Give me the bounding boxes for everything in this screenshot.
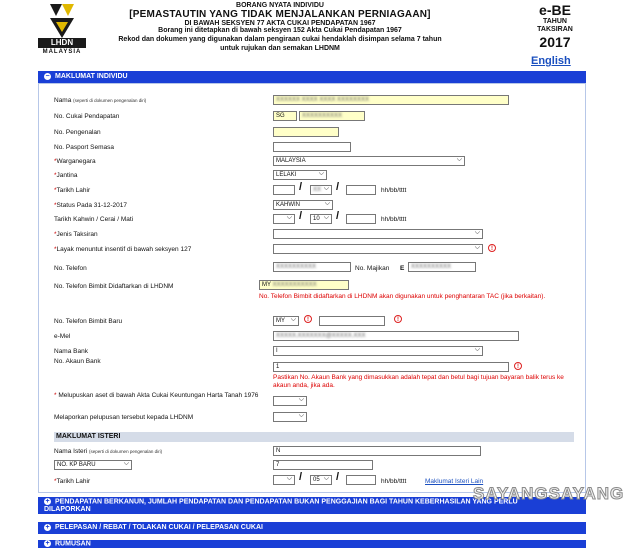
taksiran-label: TAKSIRAN	[537, 26, 573, 33]
tarikh-lahir-isteri-label: *Tarikh Lahir	[54, 478, 91, 485]
date-separator: /	[336, 181, 340, 193]
no-akaun-label: No. Akaun Bank	[54, 358, 101, 365]
tarikh-kahwin-day-select[interactable]	[273, 214, 295, 224]
warganegara-select[interactable]: MALAYSIA ⌵	[273, 156, 465, 166]
no-cukai-input[interactable]: XXXXXXXXXX	[299, 111, 365, 121]
no-bimbit-baru-label: No. Telefon Bimbit Baru	[54, 318, 123, 325]
section-title: PENDAPATAN BERKANUN, JUMLAH PENDAPATAN DAN PENDAPATAN BUKAN PENGGAJIAN BAGI TAHUN KEBERHASILAN YANG PERLU DILAPORKAN	[44, 498, 518, 514]
isteri-day-select[interactable]	[273, 475, 295, 485]
info-icon[interactable]: !	[514, 362, 522, 370]
section-title: PELEPASAN / REBAT / TOLAKAN CUKAI / PELEPASAN CUKAI	[55, 524, 263, 531]
date-format-hint: hh/bb/tttt	[381, 216, 407, 223]
form-header	[110, 0, 450, 53]
logo-subtext: MALAYSIA	[42, 49, 82, 55]
aset-label: * Melupuskan aset di bawah Akta Cukai Keuntungan Harta Tanah 1976	[54, 392, 259, 399]
jantina-label: *Jantina	[54, 172, 78, 179]
date-separator: /	[299, 210, 303, 222]
section-bar-rumusan[interactable]	[38, 540, 586, 548]
page-title: [PEMASTAUTIN YANG TIDAK MENJALANKAN PERNIAGAAN]	[129, 9, 431, 20]
no-pengenalan-input[interactable]	[273, 127, 339, 137]
prescribed-line: Borang ini ditetapkan di bawah seksyen 152 Akta Cukai Pendapatan 1967	[158, 27, 402, 34]
section-bar-pelepasan[interactable]	[38, 522, 586, 534]
tarikh-kahwin-month-select[interactable]: 10 ⌵	[310, 214, 332, 224]
watermark: SAYANGSAYANG	[473, 484, 625, 503]
nama-hint: (seperti di dokumen pengenalan diri)	[73, 98, 147, 103]
nama-isteri-input[interactable]: N	[273, 446, 481, 456]
no-bimbit-lhdn-input[interactable]: MY XXXXXXXXXXX	[259, 280, 349, 290]
tarikh-lahir-month-select[interactable]: XX ⌵	[310, 185, 332, 195]
info-icon[interactable]: !	[488, 244, 496, 252]
tarikh-lahir-year-input[interactable]	[346, 185, 376, 195]
no-majikan-input[interactable]: XXXXXXXXXX	[408, 262, 476, 272]
jantina-select[interactable]: LELAKI ⌵	[273, 170, 327, 180]
nama-isteri-label: Nama Isteri (seperti di dokumen pengenalan diri)	[54, 448, 163, 455]
date-separator: /	[299, 471, 303, 483]
no-akaun-input[interactable]: 1	[273, 362, 509, 372]
tarikh-lahir-day-input[interactable]	[273, 185, 295, 195]
emel-label: e-Mel	[54, 333, 71, 340]
tahun-label: TAHUN	[543, 18, 567, 25]
no-bimbit-lhdn-label: No. Telefon Bimbit Didaftarkan di LHDNM	[54, 283, 174, 290]
expand-icon[interactable]: +	[45, 540, 50, 547]
layak-insentif-select[interactable]	[273, 244, 483, 254]
layak-insentif-label: *Layak menuntut insentif di bawah seksyen 127	[54, 246, 192, 253]
info-icon[interactable]: !	[304, 315, 312, 323]
nama-label: Nama (seperti di dokumen pengenalan diri)	[54, 97, 147, 104]
section-bar-maklumat-individu[interactable]	[38, 71, 586, 83]
collapse-icon[interactable]: −	[45, 72, 50, 80]
date-format-hint: hh/bb/tttt	[381, 187, 407, 194]
no-majikan-label: No. Majikan	[355, 265, 390, 272]
no-pasport-input[interactable]	[273, 142, 351, 152]
no-telefon-label: No. Telefon	[54, 265, 87, 272]
expand-icon[interactable]: +	[45, 498, 50, 505]
act-line: DI BAWAH SEKSYEN 77 AKTA CUKAI PENDAPATAN 1967	[184, 20, 376, 27]
assessment-year: 2017	[539, 34, 571, 50]
status-select[interactable]: KAHWIN ⌵	[273, 200, 333, 210]
id-value-input[interactable]: 7	[273, 460, 373, 470]
emel-input[interactable]: XXXXX.XXXXXXX@XXXXX.XXX	[273, 331, 519, 341]
no-majikan-prefix: E	[400, 265, 405, 272]
nama-isteri-hint: (seperti di dokumen pengenalan diri)	[89, 449, 163, 454]
maklumat-isteri-header: MAKLUMAT ISTERI	[54, 432, 574, 442]
date-format-hint: hh/bb/tttt	[381, 478, 407, 485]
no-bimbit-baru-input[interactable]	[319, 316, 385, 326]
no-cukai-label: No. Cukai Pendapatan	[54, 113, 120, 120]
no-telefon-input[interactable]: XXXXXXXXXX	[273, 262, 351, 272]
date-separator: /	[336, 471, 340, 483]
lhdn-logo	[36, 2, 88, 60]
melaporkan-label: Melaporkan pelupusan tersebut kepada LHDNM	[54, 414, 194, 421]
date-separator: /	[299, 181, 303, 193]
no-pasport-label: No. Pasport Semasa	[54, 144, 114, 151]
tarikh-lahir-label: *Tarikh Lahir	[54, 187, 91, 194]
date-separator: /	[336, 210, 340, 222]
form-code: e-BE	[539, 2, 571, 18]
aset-select[interactable]	[273, 396, 307, 406]
nama-input[interactable]: XXXXXX XXXX XXXX XXXXXXXX	[273, 95, 509, 105]
section-title: RUMUSAN	[55, 540, 91, 548]
keep-records-note: Rekod dan dokumen yang digunakan dalam pengiraan cukai hendaklah disimpan selama 7 tahun untuk rujukan dan semakan LHDNM	[118, 36, 442, 52]
id-type-select[interactable]: NO. KP BARU ⌵	[54, 460, 132, 470]
expand-icon[interactable]: +	[45, 523, 50, 531]
akaun-note: Pastikan No. Akaun Bank yang dimasukkan adalah tepat dan betul bagi tujuan bayaran balik terus ke akaun anda, jika ada.	[273, 374, 564, 389]
tac-note: No. Telefon Bimbit didaftarkan di LHDNM akan digunakan untuk penghantaran TAC (jika berkaitan).	[259, 293, 546, 300]
warganegara-label: *Warganegara	[54, 158, 96, 165]
english-link[interactable]: English	[531, 55, 571, 67]
info-icon[interactable]: !	[394, 315, 402, 323]
tarikh-kahwin-label: Tarikh Kahwin / Cerai / Mati	[54, 216, 134, 223]
form-kind: BORANG NYATA INDIVIDU	[236, 2, 324, 9]
logo-text: LHDN	[50, 38, 74, 47]
section-title: MAKLUMAT INDIVIDU	[55, 73, 128, 80]
no-pengenalan-label: No. Pengenalan	[54, 129, 101, 136]
tarikh-kahwin-year-input[interactable]	[346, 214, 376, 224]
nama-bank-select[interactable]: I ⌵	[273, 346, 483, 356]
form-code-block	[520, 2, 590, 50]
isteri-lain-link[interactable]: Maklumat Isteri Lain	[425, 478, 484, 485]
jenis-taksiran-label: *Jenis Taksiran	[54, 231, 98, 238]
nama-bank-label: Nama Bank	[54, 348, 88, 355]
no-bimbit-baru-prefix-select[interactable]: MY ⌵	[273, 316, 299, 326]
jenis-taksiran-select[interactable]	[273, 229, 483, 239]
isteri-month-select[interactable]: 05 ⌵	[310, 475, 332, 485]
no-cukai-prefix-input[interactable]: SG	[273, 111, 297, 121]
isteri-year-input[interactable]	[346, 475, 376, 485]
status-label: *Status Pada 31-12-2017	[54, 202, 127, 209]
melaporkan-select[interactable]	[273, 412, 307, 422]
